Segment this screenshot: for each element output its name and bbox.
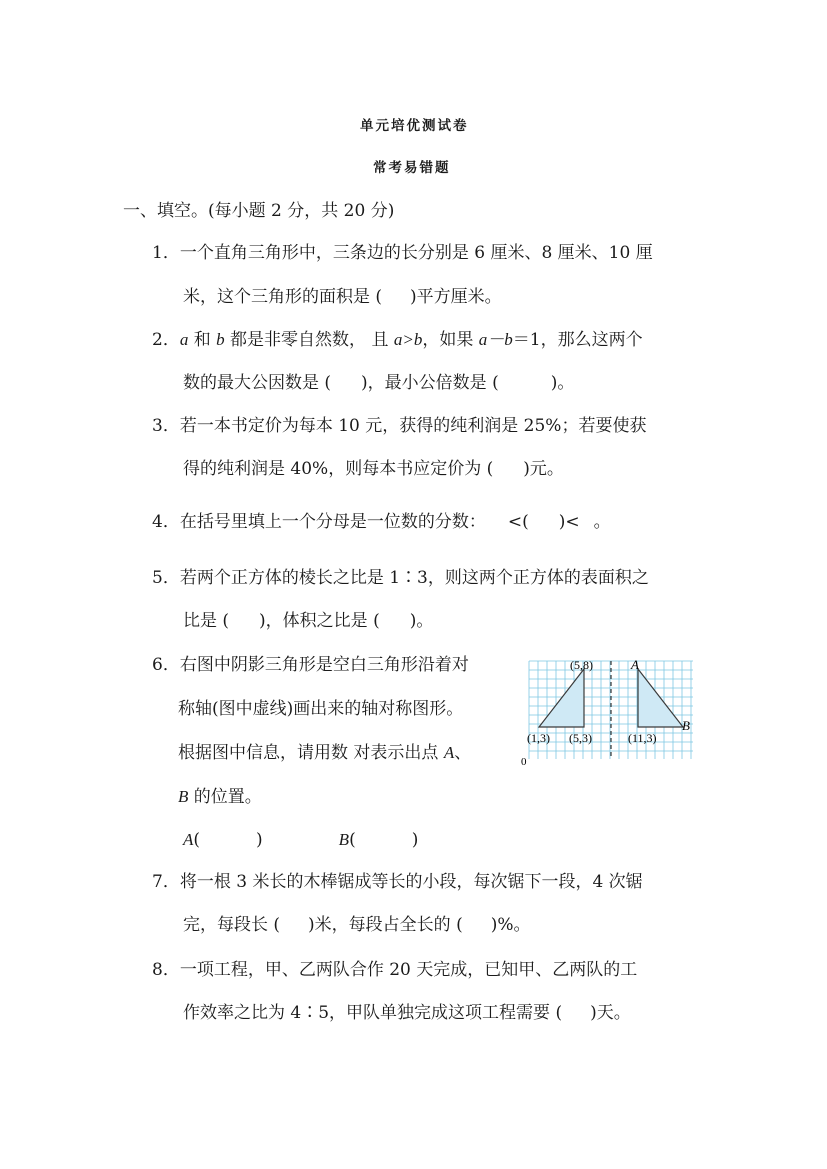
q2-condition-2: a－b [478,330,513,349]
q6-answer-B-label: B [338,830,350,849]
q6-text-4: 的位置。 [188,787,262,807]
q7-line2 [183,915,531,935]
page-subtitle: 常考易错题 [373,160,451,176]
q2-text-d: ＝1，那么这两个 [512,330,643,350]
q1-line2 [183,287,502,307]
q8-number: 8． [152,960,180,980]
q2-number: 2． [152,330,180,350]
q2-text-b: 都是非零自然数， 且 [224,330,394,350]
q8-text: 一项工程，甲、乙两队合作 20 天完成，已知甲、乙两队的工 [179,960,638,980]
q4-line1 [152,512,611,532]
q2-text-c: ，如果 [422,330,479,350]
label-origin: 0 [521,756,527,765]
q6-line4 [178,787,262,807]
label-1-3: (1,3) [527,731,550,745]
q4-left-bound: <( [507,512,529,532]
q2-line2 [183,373,574,393]
q1-line1 [152,243,653,263]
q6-answer-B-close: ) [411,830,419,850]
q3-text: 若一本书定价为每本 10 元，获得的纯利润是 25%；若要使获 [179,416,647,436]
q5-text: 若两个正方体的棱长之比是 1∶3，则这两个正方体的表面积之 [179,568,649,588]
q7-number: 7． [152,872,180,892]
q2-text-a: 和 [188,330,217,350]
q3-line2 [183,459,564,479]
q6-number: 6． [152,655,180,675]
q5-number: 5． [152,568,180,588]
q2-text-e: 数的最大公因数是 ( [183,373,332,393]
q1-number: 1． [152,243,180,263]
shaded-triangle [638,669,683,727]
q6-point-A: A [443,743,455,762]
q4-number: 4． [152,512,180,532]
q7-line1 [152,872,643,892]
q6-line3 [178,743,471,763]
q6-text-1: 右图中阴影三角形是空白三角形沿着对 [179,655,469,675]
q3-text-a: 得的纯利润是 40%，则每本书应定价为 ( [183,459,494,479]
q4-text: 在括号里填上一个分母是一位数的分数： [179,512,486,532]
q3-text-b: )元。 [523,459,564,479]
q1-text: 一个直角三角形中，三条边的长分别是 6 厘米、8 厘米、10 厘 [179,243,653,263]
q3-line1 [152,416,646,436]
q6-line1 [152,655,469,675]
q8-line1 [152,960,637,980]
q1-text-a: 米，这个三角形的面积是 ( [183,287,383,307]
q6-text-3b: 、 [454,743,472,763]
q8-text-b: 5，甲队单独完成这项工程需要 ( [318,1003,563,1023]
q6-answer-B-open: ( [349,830,356,850]
q6-answer-line [183,830,418,850]
q2-text-f: )，最小公倍数是 ( [361,373,499,393]
q2-line1 [152,330,643,350]
q7-text-a: 完，每段长 ( [183,915,281,935]
q5-line2 [183,611,433,631]
q5-text-b: )，体积之比是 ( [259,611,380,631]
q7-text-b: )米，每段占全长的 ( [308,915,463,935]
q4-right-bound: )< [558,512,580,532]
q6-answer-A-label: A [183,830,194,849]
section-heading: 一、填空。(每小题 2 分，共 20 分) [123,201,395,221]
q8-text-a: 作效率之比为 4 [183,1003,302,1023]
q1-text-b: )平方厘米。 [410,287,502,307]
q2-text-g: )。 [550,373,575,393]
page-title: 单元培优测试卷 [360,118,469,134]
q6-text-3: 根据图中信息，请用数 对表示出点 [178,743,444,763]
q3-number: 3． [152,416,180,436]
label-11-3: (11,3) [628,731,657,745]
label-A: A [631,657,639,672]
q5-text-c: )。 [409,611,434,631]
q6-figure [515,655,715,765]
q5-line1 [152,568,649,588]
label-5-8: (5,8) [570,658,593,672]
q8-ratio-sep: ∶ [301,1003,319,1023]
q8-line2 [183,1003,631,1023]
q6-point-B: B [178,787,189,806]
blank-triangle [539,669,584,727]
q2-var-a: a [179,330,189,349]
q2-condition-1: a>b [393,330,423,349]
q7-text: 将一根 3 米长的木棒锯成等长的小段，每次锯下一段，4 次锯 [179,872,643,892]
q7-text-c: )%。 [490,915,531,935]
label-5-3: (5,3) [569,731,592,745]
q2-var-b: b [216,330,225,349]
q6-answer-A-close: ) [256,830,263,850]
label-B: B [682,718,690,733]
q8-text-c: )天。 [590,1003,631,1023]
q6-answer-A-open: ( [193,830,201,850]
q6-text-2: 称轴(图中虚线)画出来的轴对称图形。 [178,699,464,719]
q6-line2 [178,699,463,719]
q5-text-a: 比是 ( [183,611,230,631]
q4-end: 。 [593,512,611,532]
